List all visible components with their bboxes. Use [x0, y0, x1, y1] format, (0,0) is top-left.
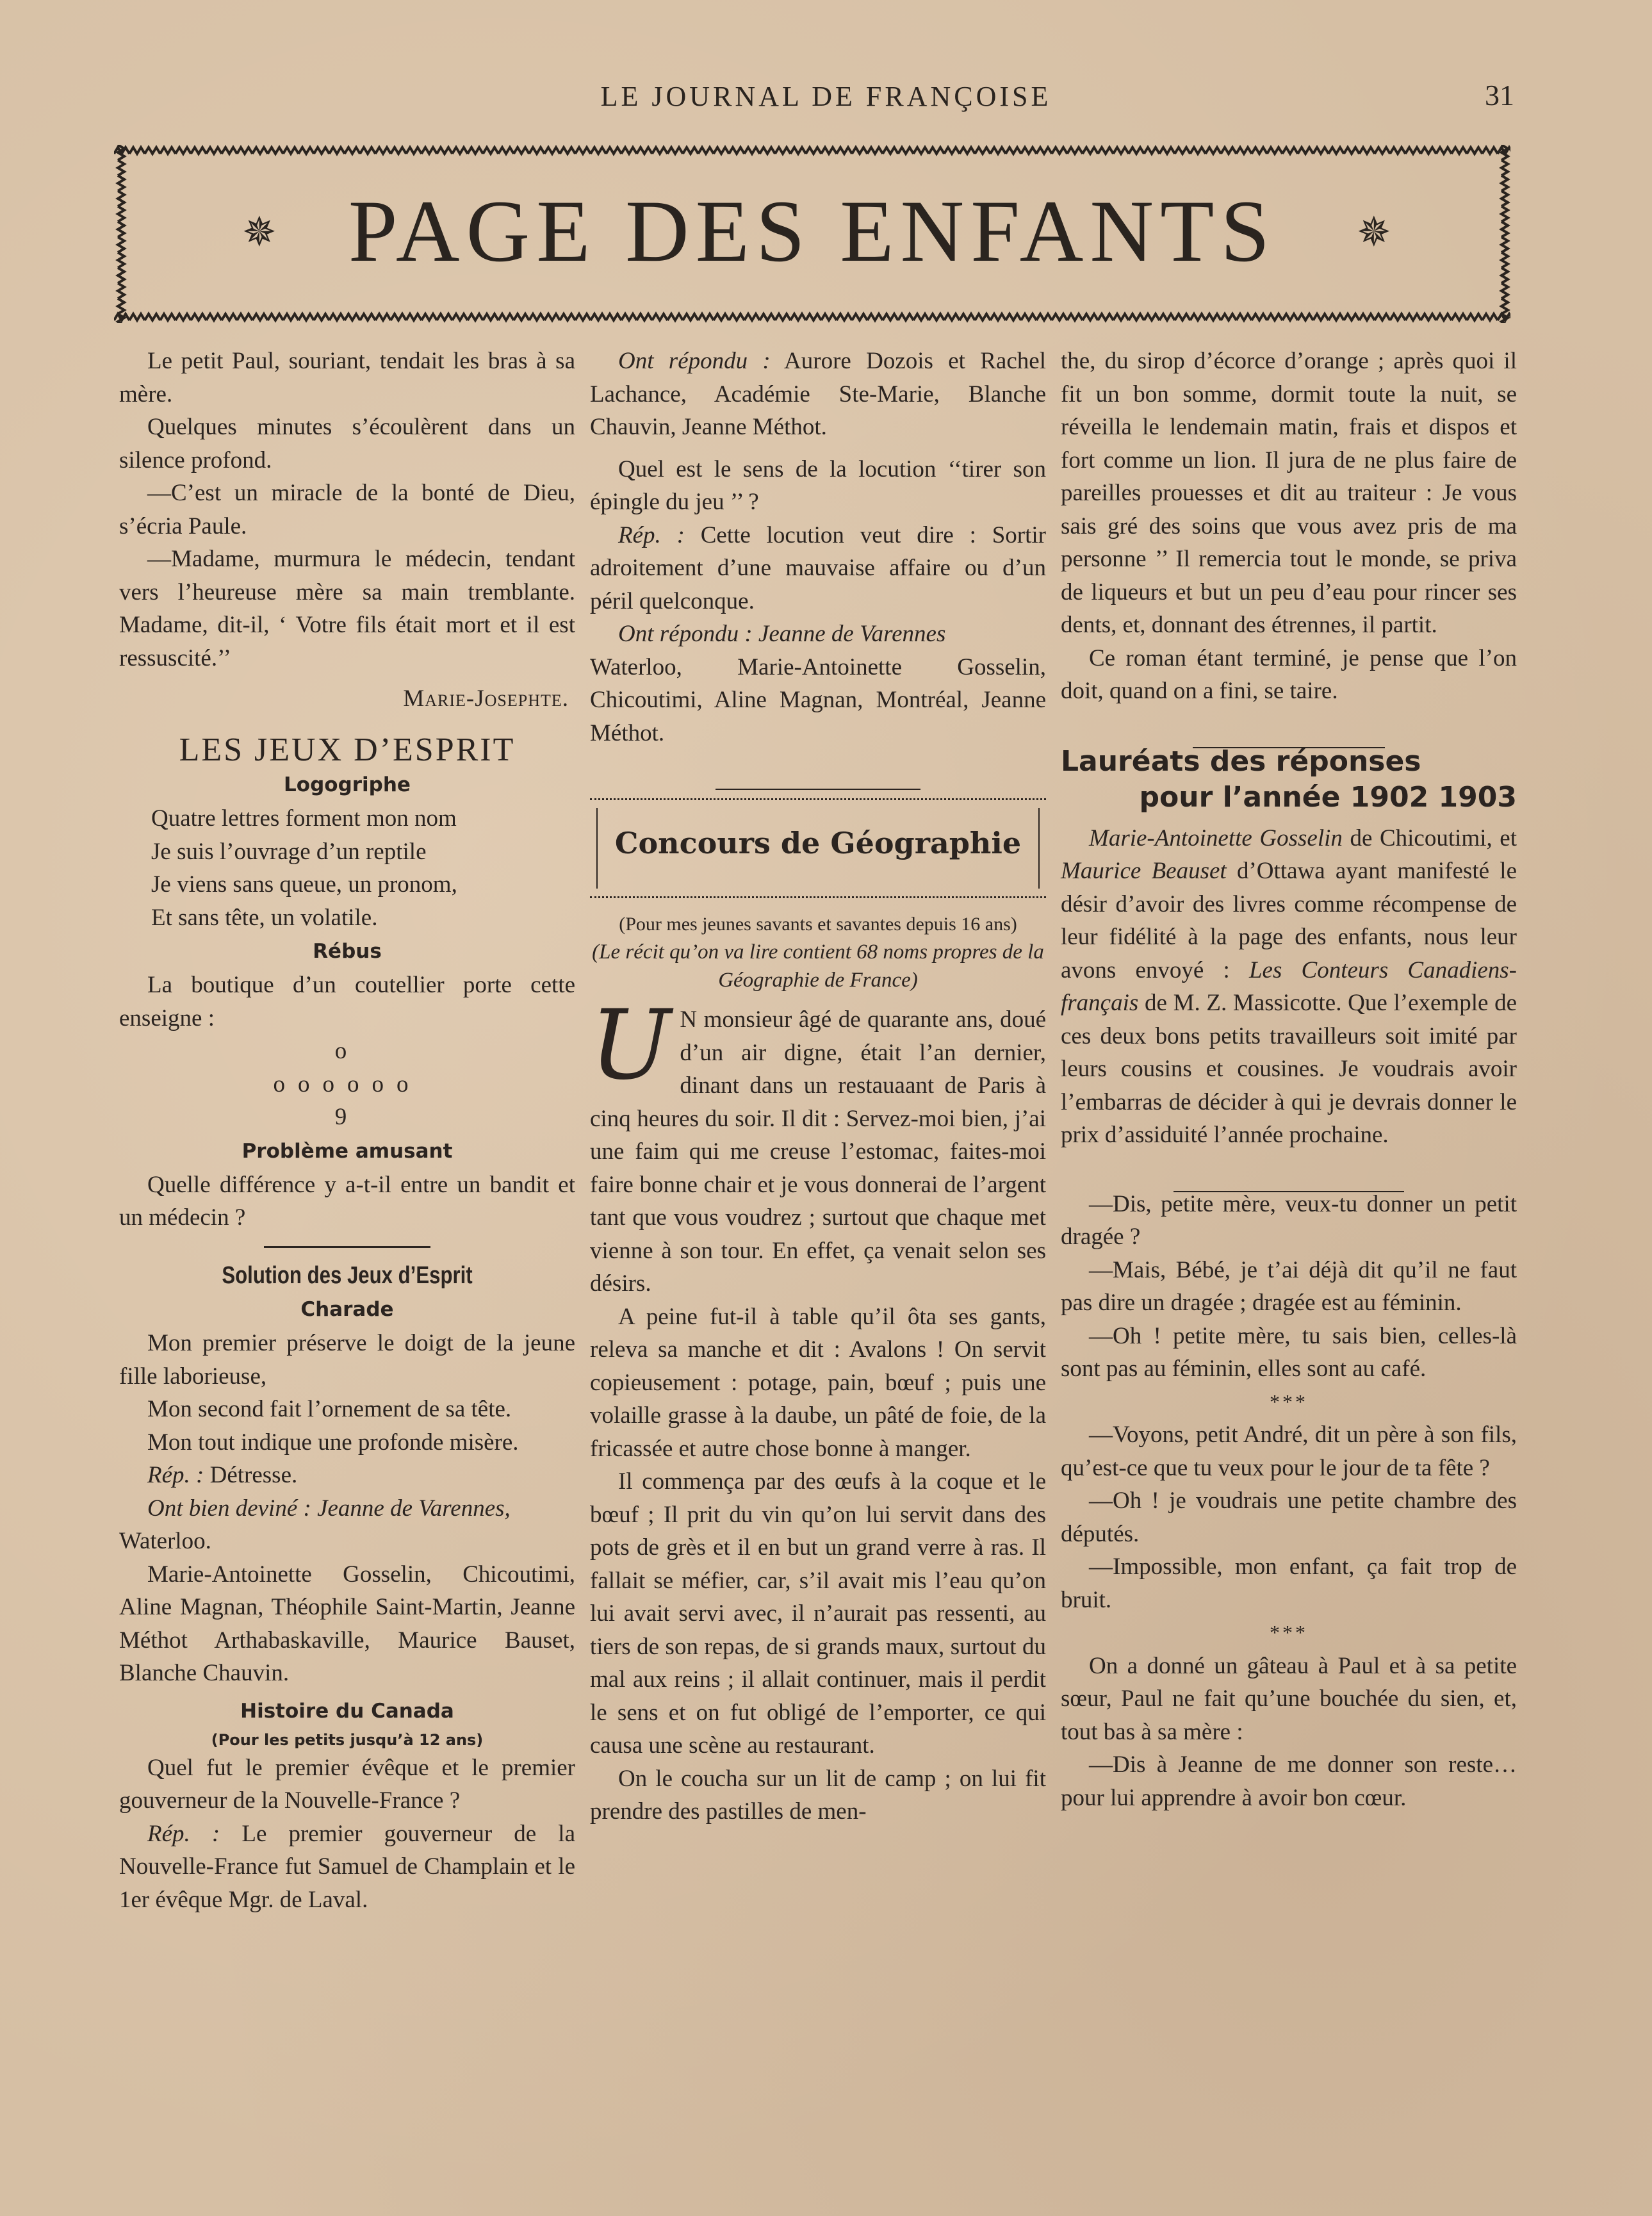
verse-line: Quatre lettres forment mon nom: [151, 805, 457, 832]
paragraph: Il commença par des œufs à la coque et le bœuf ; Il prit du vin qu’on lui servit dans des pots de grès et il en but un grand verre à ras. Il fallait se méfier, car, s’il avait mis l’eau qu’on lui avait servi avec, il n’aurait pas ressenti, au tiers de son repas, de si grands maux, surtout du mal aux reins ; il allait continuer, mais il perdit le sens et on fut obligé de l’emporter, ce qui causa une scène au restaurant.: [590, 1468, 1046, 1759]
paragraph: Quel fut le premier évêque et le premier gouverneur de la Nouvelle-France ?: [119, 1754, 575, 1814]
section-title-solution: Solution des Jeux d’Esprit: [222, 1261, 473, 1289]
rebus-line: 9: [334, 1104, 360, 1130]
rebus-line: o: [334, 1038, 360, 1064]
divider-ornament: [1061, 1165, 1517, 1175]
paragraph: Waterloo.: [119, 1528, 211, 1554]
winners-list: Marie-Antoinette Gosselin, Chicoutimi, Aline Magnan, Théophile Saint-Martin, Jeanne Méthot Arthabaskaville, Maurice Bauset, Blanche Chauvin.: [119, 1561, 575, 1686]
signature: Marie-Josephte.: [403, 685, 569, 712]
page-title: PAGE DES ENFANTS: [348, 182, 1277, 280]
section-title-concours: Concours de Géographie: [614, 826, 1022, 860]
divider: [264, 1246, 430, 1248]
paragraph: On le coucha sur un lit de camp ; on lui fit prendre des pastilles de men-: [590, 1765, 1046, 1825]
answer-line: Rép. : Le premier gouverneur de la Nouvelle-France fut Samuel de Champlain et le 1er évêque Mgr. de Laval.: [119, 1820, 575, 1913]
winners-list: Waterloo, Marie-Antoinette Gosselin, Chicoutimi, Aline Magnan, Montréal, Jeanne Méthot.: [590, 653, 1046, 746]
paragraph: the, du sirop d’écorce d’orange ; après quoi il fit un bon somme, dormit toute la nuit, se réveilla le lendemain matin, frais et dispos et fort comme un lion. Il jura de ne plus faire de pareilles prouesses et dit au traiteur : Je vous sais gré des soins que vous avez pris de ma personne ’’ Il remercia tout le monde, se priva de liqueurs et but un peu d’eau pour rincer ses dents, et, donnant des étrennes, il partit.: [1061, 348, 1517, 638]
subheading-logogriphe: Logogriphe: [284, 773, 411, 796]
winners-label: Ont répondu : Jeanne de Varennes: [618, 621, 946, 647]
answer-line: Rép. : Cette locution veut dire : Sortir adroitement d’une mauvaise affaire ou d’un péril quelconque.: [590, 521, 1046, 614]
story-opening: U N monsieur âgé de quarante ans, doué d’un air digne, était l’an dernier, dinant dans un restauaant de Paris à cinq heures du soir. Il dit : Servez-moi bien, j’ai une faim qui me creuse l’estomac, faites-moi faire bonne chair et je vous donnerai de l’argent tant que vous voudrez ; surtout que chaque met vienne à son tour. En effet, ça venait selon ses désirs.: [590, 990, 1046, 1297]
laureats-title-line: Lauréats des réponses: [1061, 744, 1421, 778]
divider-ornament: [590, 762, 1046, 773]
paragraph: —Oh ! petite mère, tu sais bien, celles-là sont pas au féminin, elles sont au café.: [1061, 1322, 1517, 1382]
paragraph: —Madame, murmura le médecin, tendant vers l’heureuse mère sa main tremblante. Madame, dit-il, ‘ Votre fils était mort et il est ressuscité.’’: [119, 546, 575, 671]
rebus-line: oooooo: [273, 1071, 421, 1097]
paragraph: —C’est un miracle de la bonté de Dieu, s’écria Paule.: [119, 480, 575, 539]
paragraph: Quelques minutes s’écoulèrent dans un silence profond.: [119, 414, 575, 473]
paragraph: Ont répondu : Aurore Dozois et Rachel Lachance, Académie Ste-Marie, Blanche Chauvin, Jeanne Méthot.: [590, 348, 1046, 440]
paragraph: Ce roman étant terminé, je pense que l’on doit, quand on a fini, se taire.: [1061, 644, 1517, 704]
paragraph: —Dis, petite mère, veux-tu donner un petit dragée ?: [1061, 1190, 1517, 1250]
paragraph: —Dis à Jeanne de me donner son reste… pour lui apprendre à avoir bon cœur.: [1061, 1752, 1517, 1811]
paragraph: Mon second fait l’ornement de sa tête.: [147, 1396, 512, 1422]
section-title-jeux: LES JEUX D’ESPRIT: [179, 731, 516, 768]
drop-cap: U: [590, 990, 671, 1101]
subheading-note: (Pour les petits jusqu’à 12 ans): [211, 1730, 484, 1749]
winners-label: Ont bien deviné : Jeanne de Varennes,: [147, 1495, 511, 1522]
subheading-probleme: Problème amusant: [241, 1139, 453, 1163]
column-right: [1061, 345, 1517, 1814]
answer-line: Rép. : Détresse.: [147, 1462, 298, 1488]
subheading-histoire: Histoire du Canada: [240, 1699, 454, 1723]
subheading-rebus: Rébus: [313, 940, 382, 963]
paragraph: —Impossible, mon enfant, ça fait trop de bruit.: [1061, 1554, 1517, 1613]
star-ornament-right: ✵: [1357, 209, 1391, 256]
column-left: [119, 345, 575, 1916]
paragraph: Mon premier préserve le doigt de la jeune fille laborieuse,: [119, 1330, 575, 1390]
concours-subtitle: (Pour mes jeunes savants et savantes depuis 16 ans): [619, 914, 1017, 935]
paragraph: La boutique d’un coutellier porte cette enseigne :: [119, 972, 575, 1031]
verse-line: Je viens sans queue, un pronom,: [151, 871, 457, 898]
verse-line: Et sans tête, un volatile.: [151, 904, 378, 931]
paragraph: A peine fut-il à table qu’il ôta ses gants, releva sa manche et dit : Avalons ! On servit copieusement : potage, pain, bœuf ; puis une volaille grasse à la daube, un pâté de foie, de la fricassée et autre chose bonne à manger.: [590, 1303, 1046, 1462]
paragraph: —Mais, Bébé, je t’ai déjà dit qu’il ne faut pas dire un dragée ; dragée est au féminin.: [1061, 1256, 1517, 1316]
section-title-laureats: [1061, 744, 1517, 816]
concours-box: [590, 798, 1046, 898]
column-middle: [590, 345, 1046, 1828]
running-title: LE JOURNAL DE FRANÇOISE: [600, 81, 1052, 112]
concours-note: (Le récit qu’on va lire contient 68 noms propres de la Géographie de France): [592, 940, 1044, 992]
verse: [119, 802, 575, 934]
paragraph: Quel est le sens de la locution ‘‘tirer son épingle du jeu ’’ ?: [590, 456, 1046, 515]
asterism: ***: [1270, 1621, 1308, 1644]
title-banner: [114, 145, 1510, 323]
paragraph: Le petit Paul, souriant, tendait les bras à sa mère.: [119, 348, 575, 407]
page-number: 31: [1485, 79, 1514, 111]
paragraph: —Voyons, petit André, dit un père à son fils, qu’est-ce que tu veux pour le jour de ta fête ?: [1061, 1422, 1517, 1481]
star-ornament-left: ✵: [242, 209, 277, 256]
paragraph: Mon tout indique une profonde misère.: [147, 1429, 519, 1456]
paragraph: Marie-Antoinette Gosselin de Chicoutimi, et Maurice Beauset d’Ottawa ayant manifesté le désir d’avoir des livres comme récompense de leur fidélité à la page des enfants, nous leur avons envoyé : Les Conteurs Canadiens-français de M. Z. Massicotte. Que l’exemple de ces deux bons petits travailleurs soit imité par leurs cousins et cousines. Je voudrais avoir l’embarras de décider à qui je devrais donner le prix d’assiduité l’année prochaine.: [1061, 825, 1517, 1148]
paragraph: Quelle différence y a-t-il entre un bandit et un médecin ?: [119, 1171, 575, 1231]
asterism: ***: [1270, 1390, 1308, 1413]
subheading-charade: Charade: [300, 1298, 394, 1321]
divider-ornament: [1061, 721, 1517, 731]
verse-line: Je suis l’ouvrage d’un reptile: [151, 838, 427, 865]
laureats-title-line: pour l’année 1902 1903: [1139, 780, 1517, 814]
paragraph: —Oh ! je voudrais une petite chambre des députés.: [1061, 1488, 1517, 1547]
paragraph: On a donné un gâteau à Paul et à sa petite sœur, Paul ne fait qu’une bouchée du sien, et, tout bas à sa mère :: [1061, 1652, 1517, 1745]
